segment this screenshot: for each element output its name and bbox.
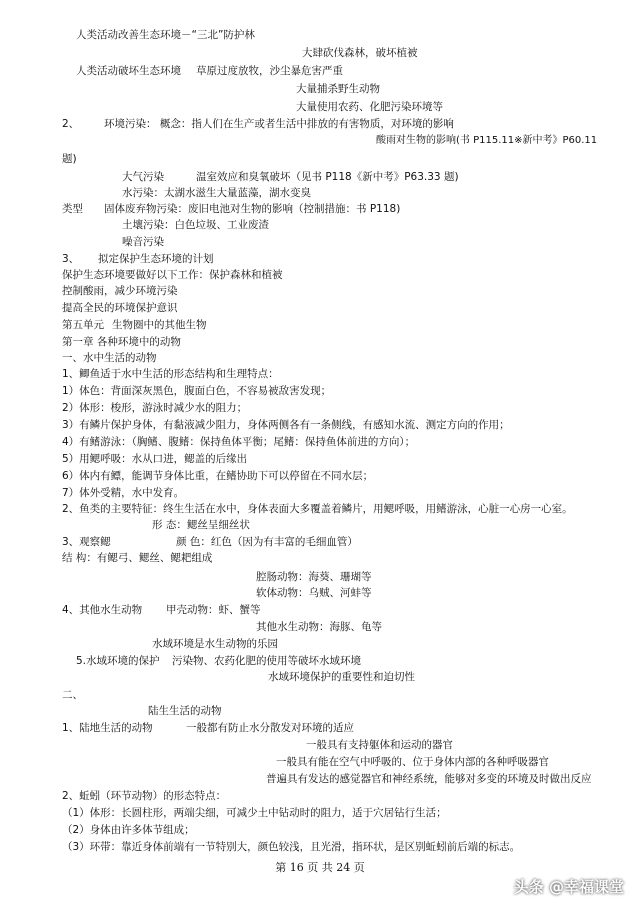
text-line: 二、 <box>62 689 83 701</box>
text-line: 甲壳动物：虾、蟹等 <box>166 604 261 616</box>
text-line: 2、 <box>62 118 80 130</box>
text-line: 软体动物：乌贼、河蚌等 <box>256 587 372 599</box>
text-line: 一般具有支持躯体和运动的器官 <box>306 739 453 751</box>
text-line: 保护生态环境要做好以下工作：保护森林和植被 <box>62 269 283 281</box>
text-line: 3、 <box>62 253 80 265</box>
text-line: 大量使用农药、化肥污染环境等 <box>296 101 443 113</box>
text-line: 噪音污染 <box>122 236 164 248</box>
text-line: 形 态：鳃丝呈细丝状 <box>152 519 250 531</box>
text-line: 2、鱼类的主要特征：终生生活在水中，身体表面大多覆盖着鳞片，用鳃呼吸，用鳍游泳，心脏一心房一心室。 <box>62 503 573 515</box>
text-line: 结 构：有鳃弓、鳃丝、鳃耙组成 <box>62 552 213 564</box>
text-line: 拟定保护生态环境的计划 <box>98 253 214 265</box>
page-footer: 第 16 页 共 24 页 <box>275 861 365 874</box>
watermark: 头条 @幸福课堂 <box>513 878 624 896</box>
text-line: 控制酸雨，减少环境污染 <box>62 285 178 297</box>
text-line: 2、蚯蚓（环节动物）的形态特点： <box>62 790 227 802</box>
text-line: 陆生生活的动物 <box>148 705 222 717</box>
text-line: 5）用鳃呼吸：水从口进，鳃盖的后缘出 <box>62 453 248 465</box>
text-line: 环境污染： 概念：指人们在生产或者生活中排放的有害物质，对环境的影响 <box>104 118 454 130</box>
text-line: 4、其他水生动物 <box>62 604 143 616</box>
text-line: （3）环带：靠近身体前端有一节特别大，颜色较浅，且光滑，指环状，是区别蚯蚓前后端的标志。 <box>62 841 521 853</box>
text-line: 污染物、农药化肥的使用等破坏水域环境 <box>172 655 361 667</box>
text-line: 酸雨对生物的影响(书 P115.11※新中考》P60.11 <box>376 135 598 146</box>
text-line: 一、水中生活的动物 <box>62 352 157 364</box>
text-line: 水域环境是水生动物的乐园 <box>152 638 278 650</box>
text-line: （2）身体由许多体节组成； <box>62 824 195 836</box>
text-line: 3）有鳞片保护身体，有黏液减少阻力，身体两侧各有一条侧线，有感知水流、测定方向的作用； <box>62 419 510 431</box>
text-line: 提高全民的环境保护意识 <box>62 302 178 314</box>
text-line: 类型 <box>62 203 83 215</box>
text-line: 大肆砍伐森林，破坏植被 <box>302 47 418 59</box>
text-line: 水域环境保护的重要性和迫切性 <box>268 671 415 683</box>
text-line: 颜 色：红色（因为有丰富的毛细血管） <box>176 536 358 548</box>
text-line: 大气污染 <box>122 171 164 183</box>
text-line: 水污染：太湖水滋生大量蓝藻，湖水变臭 <box>122 187 311 199</box>
text-line: 6）体内有鳔，能调节身体比重，在鳍协助下可以停留在不同水层； <box>62 470 374 482</box>
text-line: 5.水域环境的保护 <box>76 655 160 667</box>
text-line: 1、陆地生活的动物 <box>62 722 153 734</box>
text-line: 3、观察鳃 <box>62 536 111 548</box>
text-line: 第一章 各种环境中的动物 <box>62 336 181 348</box>
text-line: 人类活动改善生态环境－“三北”防护林 <box>76 29 255 41</box>
text-line: 其他水生动物：海豚、龟等 <box>256 621 382 633</box>
text-line: 草原过度放牧，沙尘暴危害严重 <box>196 65 343 77</box>
text-line: 一般都有防止水分散发对环境的适应 <box>186 722 354 734</box>
text-line: 7）体外受精，水中发育。 <box>62 487 185 499</box>
text-line: （1）体形：长圆柱形，两端尖细，可减少土中钻动时的阻力，适于穴居钻行生活； <box>62 807 447 819</box>
text-line: 1、鲫鱼适于水中生活的形态结构和生理特点： <box>62 368 279 380</box>
text-line: 第五单元 <box>62 319 104 331</box>
text-line: 2）体形：梭形，游泳时减少水的阻力； <box>62 402 248 414</box>
text-line: 腔肠动物：海葵、珊瑚等 <box>256 571 372 583</box>
text-line: 1）体色：背面深灰黑色，腹面白色，不容易被敌害发现； <box>62 385 332 397</box>
text-line: 4）有鳍游泳：（胸鳍、腹鳍：保持鱼体平衡；尾鳍：保持鱼体前进的方向）； <box>62 436 416 448</box>
text-line: 一般具有能在空气中呼吸的、位于身体内部的各种呼吸器官 <box>276 756 549 768</box>
text-line: 大量捕杀野生动物 <box>296 83 380 95</box>
text-line: 生物圈中的其他生物 <box>112 319 207 331</box>
text-line: 题) <box>62 153 77 165</box>
text-line: 土壤污染：白色垃圾、工业废渣 <box>122 219 269 231</box>
text-line: 人类活动破坏生态环境 <box>76 65 181 77</box>
text-line: 温室效应和臭氧破坏（见书 P118《新中考》P63.33 题) <box>196 171 459 183</box>
text-line: 固体废弃物污染：废旧电池对生物的影响（控制措施：书 P118) <box>104 203 401 215</box>
text-line: 普遍具有发达的感觉器官和神经系统，能够对多变的环境及时做出反应 <box>266 773 592 785</box>
